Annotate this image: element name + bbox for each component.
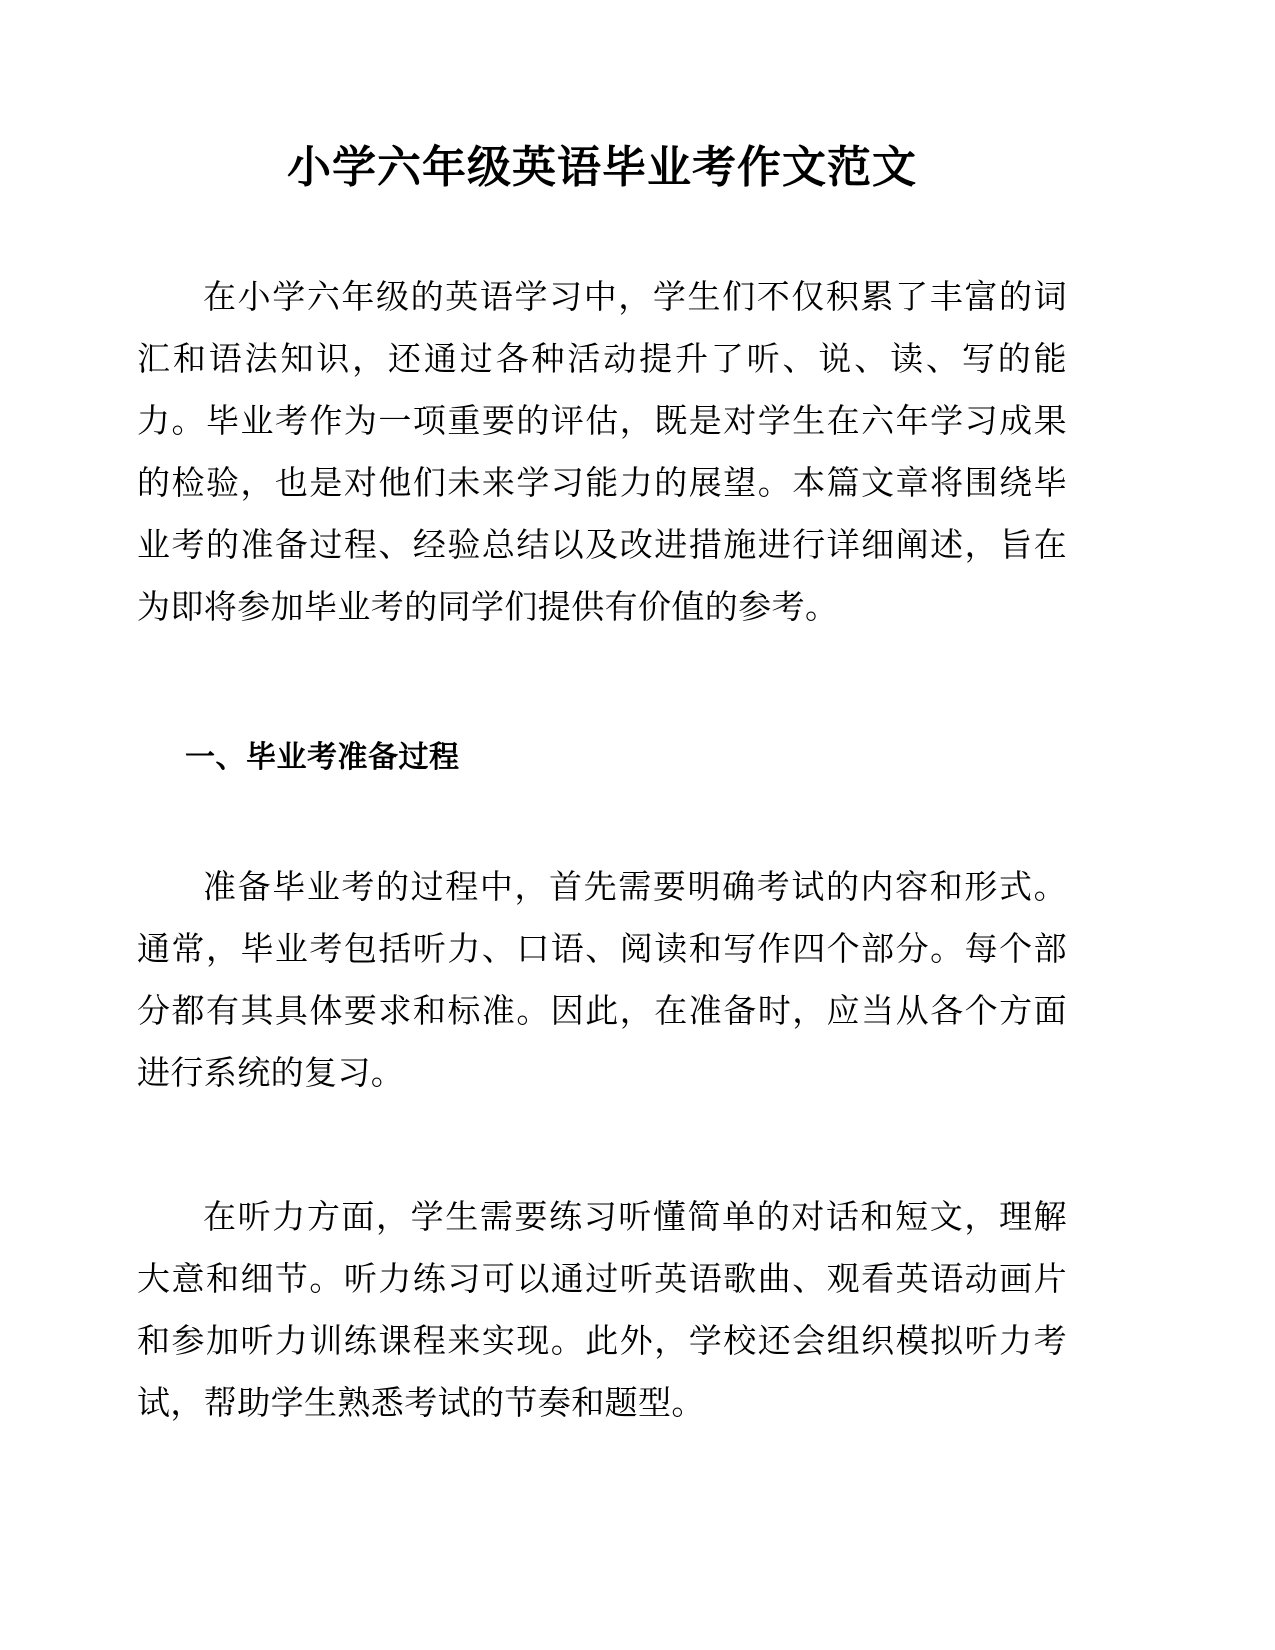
page-title: 小学六年级英语毕业考作文范文	[287, 143, 917, 192]
spacer-after-heading	[137, 779, 1067, 857]
section-heading-1: 一、毕业考准备过程	[185, 741, 460, 774]
intro-paragraph: 在小学六年级的英语学习中，学生们不仅积累了丰富的词汇和语法知识，还通过各种活动提升了听、说、读、写的能力。毕业考作为一项重要的评估，既是对学生在六年学习成果的检验，也是对他们未来学习能力的展望。本篇文章将围绕毕业考的准备过程、经验总结以及改进措施进行详细阐述，旨在为即将参加毕业考的同学们提供有价值的参考。	[137, 280, 1067, 626]
preparation-overview-paragraph: 准备毕业考的过程中，首先需要明确考试的内容和形式。通常，毕业考包括听力、口语、阅读和写作四个部分。每个部分都有其具体要求和标准。因此，在准备时，应当从各个方面进行系统的复习。	[137, 870, 1067, 1092]
listening-practice-paragraph: 在听力方面，学生需要练习听懂简单的对话和短文，理解大意和细节。听力练习可以通过听英语歌曲、观看英语动画片和参加听力训练课程来实现。此外，学校还会组织模拟听力考试，帮助学生熟悉考试的节奏和题型。	[137, 1200, 1067, 1422]
spacer-between-paragraphs	[137, 1105, 1067, 1187]
document-content	[137, 0, 1067, 1435]
spacer-before-heading	[137, 639, 1067, 737]
